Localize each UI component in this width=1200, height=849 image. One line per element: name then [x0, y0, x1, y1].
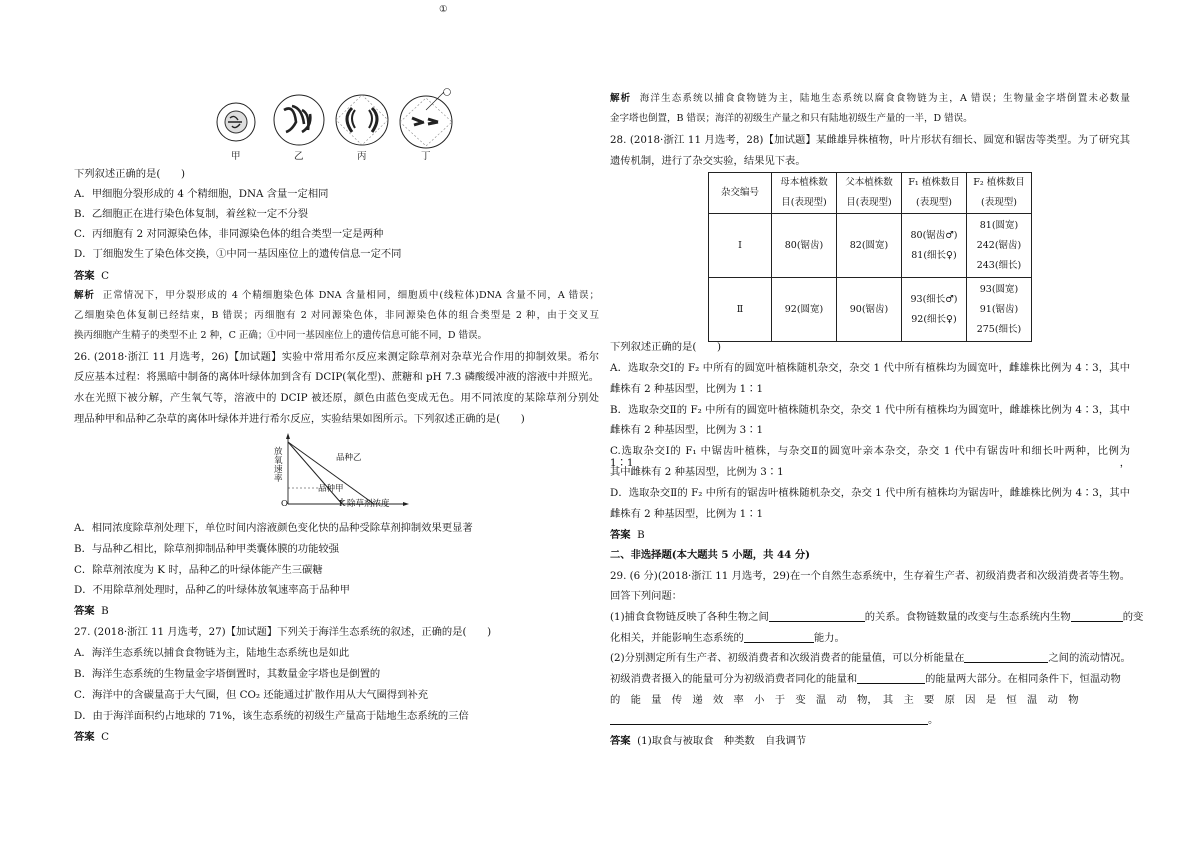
cell-father: 90(锯齿) [837, 278, 902, 342]
header-f2: F₂ 植株数目 (表现型) [967, 173, 1032, 214]
graph-label-jia: 品种甲 [318, 484, 344, 494]
cell-f1: 80(锯齿♂) 81(细长♀) [902, 214, 967, 278]
q26-line-2: 反应基本过程：将黑暗中制备的离体叶绿体加到含有 DCIP(氧化型)、蔗糖和 pH 7.3 磷酸缓冲液的溶液中并照光。 [74, 371, 599, 383]
q26-line-1: 26. (2018·浙江 11 月选考，26)【加试题】实验中常用希尔反应来测定除草剂对杂草光合作用的抑制效果。希尔 [74, 351, 599, 363]
q28-answer: 答案 B [610, 529, 645, 541]
answer-blank[interactable] [610, 714, 928, 725]
cell-f1: 93(细长♂) 92(细长♀) [902, 278, 967, 342]
q29-part2-line-4: 。 [610, 714, 938, 726]
q29-part2-line-2: 初级消费者摄入的能量可分为初级消费者同化的能量和 的能量两大部分。在相同条件下，恒温动物 [610, 673, 1121, 685]
q28-line-1: 28. (2018·浙江 11 月选考，28)【加试题】某雌雄异株植物，叶片形状有细长、圆宽和锯齿等类型。为了研究其 [610, 134, 1130, 146]
q25-answer [74, 270, 109, 282]
cell-f2: 93(圆宽) 91(锯齿) 275(细长) [967, 278, 1032, 342]
q26-line-3: 水在光照下被分解，产生氧气等，溶液中的 DCIP 被还原，颜色由蓝色变成无色。用不同浓度的某除草剂分别处 [74, 392, 599, 404]
q25-option-b: B．乙细胞正在进行染色体复制，着丝粒一定不分裂 [74, 208, 309, 220]
q27-option-d: D．由于海洋面积约占地球的 71%，该生态系统的初级生产量高于陆地生态系统的三倍 [74, 710, 469, 722]
q26-option-b: B．与品种乙相比，除草剂抑制品种甲类囊体膜的功能较强 [74, 543, 339, 555]
table-row [709, 278, 1032, 342]
cell-f2: 81(圆宽) 242(锯齿) 243(细长) [967, 214, 1032, 278]
figure-label-yi: 乙 [294, 151, 304, 162]
q27-stem: 27. (2018·浙江 11 月选考，27)【加试题】下列关于海洋生态系统的叙述，正确的是( ) [74, 626, 492, 638]
header-f1: F₁ 植株数目 (表现型) [902, 173, 967, 214]
analysis-label: 解析 [74, 290, 95, 301]
q25-analysis-line-3: 换丙细胞产生精子的类型不止 2 种，C 正确；①中同一基因座位上的遗传信息可能不同，D 错误。 [74, 330, 488, 341]
figure-marker: ① [439, 4, 448, 15]
header-mother: 母本植株数 目(表现型) [772, 173, 837, 214]
graph-ylabel: 放氧速率 [274, 447, 283, 484]
q27-analysis-line-2: 金字塔也倒置，B 错误；海洋的初级生产量之和只有陆地初级生产量的一半，D 错误。 [610, 113, 973, 124]
graph-k-label: K [339, 499, 346, 509]
q27-analysis-line-1: 解析 海洋生态系统以捕食食物链为主，陆地生态系统以腐食食物链为主，A 错误；生物量金字塔倒置未必数量 [610, 93, 1130, 104]
q28-option-c-1: C.选取杂交Ⅰ的 F₁ 中锯齿叶植株，与杂交Ⅱ的圆宽叶亲本杂交，杂交 1 代中有锯齿叶和细长叶两种，比例为 1∶1， [610, 445, 1130, 469]
graph-label-yi: 品种乙 [336, 453, 362, 463]
q29-part1-line-2: 化相关，并能影响生态系统的 能力。 [610, 632, 845, 644]
cell-jia [217, 103, 255, 141]
q25-option-a: A．甲细胞分裂形成的 4 个精细胞，DNA 含量一定相同 [74, 188, 329, 200]
q28-line-2: 遗传机制，进行了杂交实验，结果见下表。 [610, 155, 806, 167]
q27-option-b: B．海洋生态系统的生物量金字塔倒置时，其数量金字塔也是倒置的 [74, 668, 381, 680]
figure-label-ding: 丁 [421, 151, 431, 162]
answer-blank[interactable] [857, 673, 925, 684]
cell-mother: 80(锯齿) [772, 214, 837, 278]
answer-label: 答案 [74, 270, 95, 282]
q29-answer: 答案 (1)取食与被取食 种类数 自我调节 [610, 735, 807, 747]
answer-blank[interactable] [964, 652, 1048, 663]
header-cross-id: 杂交编号 [709, 173, 772, 214]
q25-option-c: C．丙细胞有 2 对同源染色体，非同源染色体的组合类型一定是两种 [74, 228, 384, 240]
answer-blank[interactable] [769, 611, 865, 622]
q28-option-c-2: 其中雌株有 2 种基因型，比例为 3∶1 [610, 466, 784, 478]
table-row [709, 214, 1032, 278]
q28-option-b-1: B．选取杂交Ⅱ的 F₂ 中所有的圆宽叶植株随机杂交，杂交 1 代中所有植株均为圆宽叶，雌雄株比例为 4∶3，其中 [610, 404, 1130, 416]
q28-option-b-2: 雌株有 2 种基因型，比例为 3∶1 [610, 424, 764, 436]
q26-option-d: D．不用除草剂处理时，品种乙的叶绿体放氧速率高于品种甲 [74, 584, 350, 596]
cell-bing [336, 95, 388, 145]
figure-label-jia: 甲 [231, 151, 241, 162]
q26-line-4: 理品种甲和品种乙杂草的离体叶绿体并进行希尔反应，实验结果如图所示。下列叙述正确的是( ) [74, 413, 525, 425]
q26-option-a: A．相同浓度除草剂处理下，单位时间内溶液颜色变化快的品种受除草剂抑制效果更显著 [74, 522, 473, 534]
q28-stem: 下列叙述正确的是( ) [610, 341, 722, 353]
cross-results-table [708, 172, 1032, 342]
cell-father: 82(圆宽) [837, 214, 902, 278]
answer-blank[interactable] [1071, 611, 1123, 622]
graph-origin: O [281, 499, 288, 509]
q29-part2-line-1: (2)分别测定所有生产者、初级消费者和次级消费者的能量值，可以分析能量在 之间的流动情况。 [610, 652, 1131, 664]
cell-cross-id: Ⅱ [709, 278, 772, 342]
q28-option-d-2: 雌株有 2 种基因型，比例为 1∶1 [610, 508, 764, 520]
q25-option-d: D．丁细胞发生了染色体交换，①中同一基因座位上的遗传信息一定不同 [74, 248, 402, 260]
figure-label-bing: 丙 [357, 151, 367, 162]
q27-answer: 答案 C [74, 731, 110, 743]
table-header-row [709, 173, 1032, 214]
answer-value: C [101, 270, 110, 282]
q26-answer: 答案 B [74, 605, 109, 617]
cell-cross-id: Ⅰ [709, 214, 772, 278]
q25-analysis-line-1: 解析 正常情况下，甲分裂形成的 4 个精细胞染色体 DNA 含量相同，细胞质中(线粒体)DNA 含量不同，A 错误； [74, 290, 599, 301]
q29-line-2: 回答下列问题： [610, 590, 683, 602]
q28-option-d-1: D．选取杂交Ⅱ的 F₂ 中所有的锯齿叶植株随机杂交，杂交 1 代中所有植株均为锯齿叶，雌雄株比例为 4∶3，其中 [610, 487, 1130, 499]
q29-part2-line-3: 的 能 量 传 递 效 率 小 于 变 温 动 物， 其 主 要 原 因 是 恒 温 动 物 [610, 694, 1079, 706]
cell-division-figure [214, 88, 504, 160]
cell-yi [274, 95, 324, 145]
q25-analysis-line-2: 乙细胞染色体复制已经结束，B 错误；丙细胞有 2 对同源染色体，非同源染色体的组合类型是 2 种，由于交叉互 [74, 310, 599, 321]
answer-blank[interactable] [744, 632, 814, 643]
cell-ding [400, 89, 452, 149]
q25-stem: 下列叙述正确的是( ) [74, 168, 186, 180]
q28-option-a-2: 雌株有 2 种基因型，比例为 1∶1 [610, 383, 764, 395]
q28-option-a-1: A．选取杂交Ⅰ的 F₂ 中所有的圆宽叶植株随机杂交，杂交 1 代中所有植株均为圆宽叶，雌雄株比例为 4∶3，其中 [610, 362, 1130, 374]
q27-option-a: A．海洋生态系统以捕食食物链为主，陆地生态系统也是如此 [74, 647, 350, 659]
q29-line-1: 29. (6 分)(2018·浙江 11 月选考，29)在一个自然生态系统中，生存着生产者、初级消费者和次级消费者等生物。 [610, 570, 1130, 582]
q26-option-c: C．除草剂浓度为 K 时，品种乙的叶绿体能产生三碳糖 [74, 564, 323, 576]
q27-option-c: C．海洋中的含碳量高于大气圈，但 CO₂ 还能通过扩散作用从大气圈得到补充 [74, 689, 429, 701]
graph-xlabel: 除草剂浓度 [347, 499, 390, 509]
q29-part1-line-1: (1)捕食食物链反映了各种生物之间 的关系。食物链数量的改变与生态系统内生物 的变 [610, 611, 1144, 623]
cell-mother: 92(圆宽) [772, 278, 837, 342]
header-father: 父本植株数 目(表现型) [837, 173, 902, 214]
section-2-title: 二、非选择题(本大题共 5 小题，共 44 分) [610, 549, 811, 561]
